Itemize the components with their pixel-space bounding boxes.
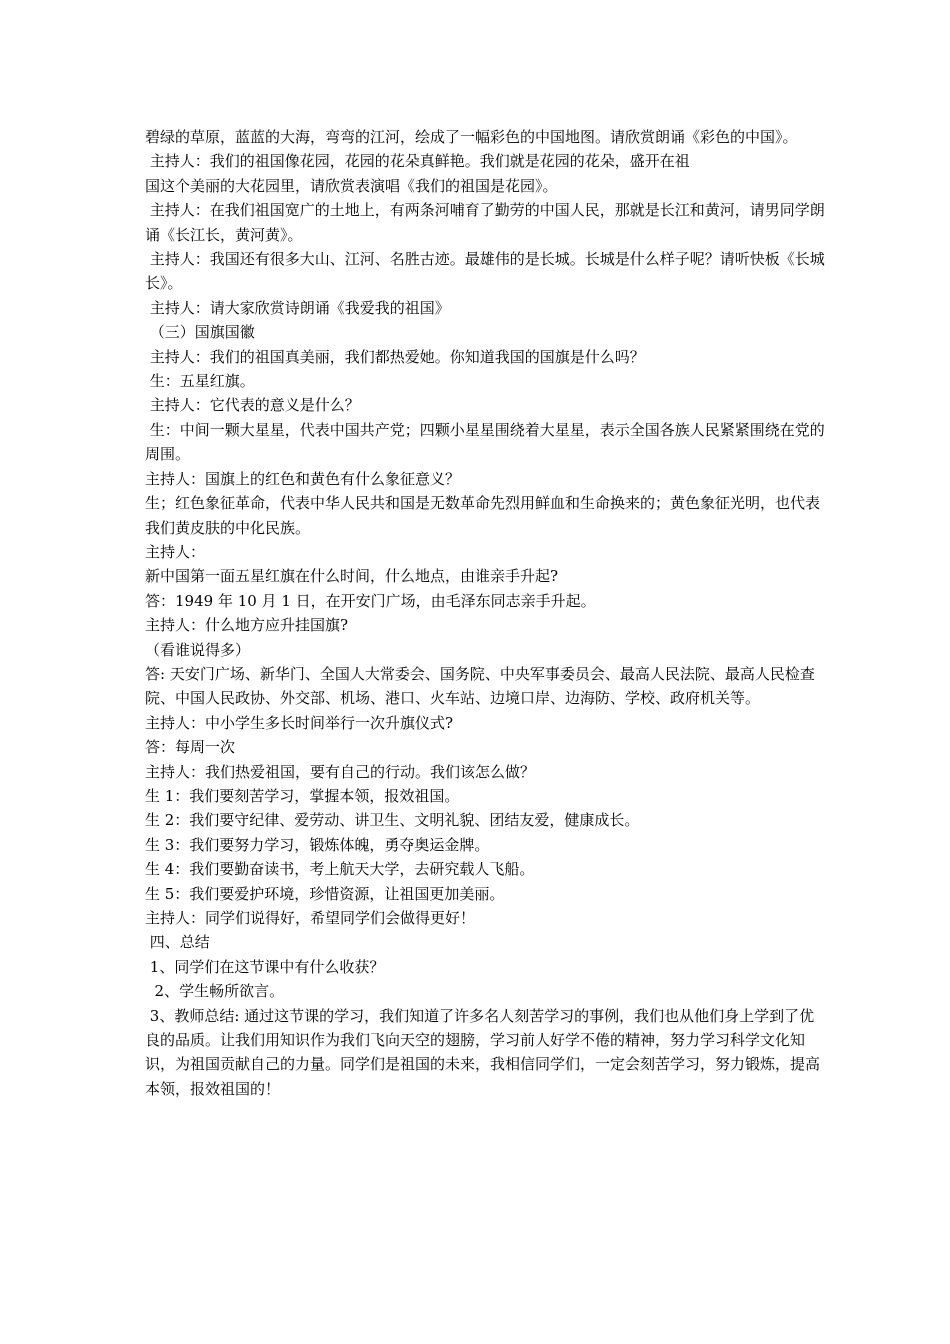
paragraph: 主持人：我们的祖国真美丽，我们都热爱她。你知道我国的国旗是什么吗？ — [145, 347, 645, 366]
paragraph: 碧绿的草原，蓝蓝的大海，弯弯的江河，绘成了一幅彩色的中国地图。请欣赏朗诵《彩色的中国》。 — [145, 128, 798, 146]
paragraph: 主持人： — [145, 542, 206, 561]
paragraph: 生：五星红旗。 — [145, 372, 255, 391]
paragraph: 生 5：我们要爱护环境，珍惜资源，让祖国更加美丽。 — [145, 884, 505, 903]
paragraph: 主持人：我国还有很多大山、江河、名胜古迹。最雄伟的是长城。长城是什么样子呢？请听快板《长城长》。 — [145, 250, 825, 293]
paragraph: 主持人：中小学生多长时间举行一次升旗仪式? — [145, 713, 454, 732]
paragraph: 生 3：我们要努力学习，锻炼体魄，勇夺奥运金牌。 — [145, 835, 490, 854]
paragraph: 答：1949 年 10 月 1 日，在开安门广场，由毛泽东同志亲手升起。 — [145, 591, 596, 610]
paragraph: 主持人：请大家欣赏诗朗诵《我爱我的祖国》 — [145, 298, 450, 317]
paragraph: 答: 天安门广场、新华门、全国人大常委会、国务院、中央军事委员会、最高人民法院、最高人民检查院、中国人民政协、外交部、机场、港口、火车站、边境口岸、边海防、学校、政府机关等。 — [145, 664, 815, 708]
section-heading: 四、总结 — [145, 933, 210, 952]
paragraph: 主持人：它代表的意义是什么？ — [145, 396, 360, 415]
paragraph: 主持人：我们的祖国像花园，花园的花朵真鲜艳。我们就是花园的花朵，盛开在祖 国这个美丽的大花园里，请欣赏表演唱《我们的祖国是花园》。 — [145, 152, 690, 195]
paragraph: 答：每周一次 — [145, 738, 236, 757]
paragraph: 3、教师总结: 通过这节课的学习，我们知道了许多名人刻苦学习的事例，我们也从他们身上学到了优良的品质。让我们用知识作为我们飞向天空的翅膀，学习前人好学不倦的精神，努力学习科学文化知识，为祖国贡献自己的力量。同学们是祖国的未来，我相信同学们，一定会刻苦学习，努力锻炼，提高本领，报效祖国的！ — [145, 1006, 821, 1098]
paragraph: 2、学生畅所欲言。 — [145, 982, 285, 1001]
paragraph: 主持人：国旗上的红色和黄色有什么象征意义？ — [145, 469, 461, 488]
paragraph: 新中国第一面五星红旗在什么时间，什么地点，由谁亲手升起? — [145, 567, 559, 586]
paragraph: 生：中间一颗大星星，代表中国共产党；四颗小星星围绕着大星星，表示全国各族人民紧紧围绕在党的周围。 — [145, 420, 825, 464]
paragraph: 生；红色象征革命，代表中华人民共和国是无数革命先烈用鲜血和生命换来的；黄色象征光明，也代表我们黄皮肤的中化民族。 — [145, 494, 821, 537]
paragraph: 主持人：什么地方应升挂国旗? — [145, 616, 349, 635]
document-body — [145, 125, 825, 1101]
section-heading: （三）国旗国徽 — [145, 323, 255, 342]
paragraph: 1、同学们在这节课中有什么收获？ — [145, 957, 385, 976]
paragraph: 主持人：在我们祖国宽广的土地上，有两条河哺育了勤劳的中国人民，那就是长江和黄河，请男同学朗诵《长江长，黄河黄》。 — [145, 201, 825, 244]
paragraph: 主持人：我们热爱祖国，要有自己的行动。我们该怎么做？ — [145, 762, 536, 781]
paragraph: 生 2：我们要守纪律、爱劳动、讲卫生、文明礼貌、团结友爱，健康成长。 — [145, 811, 640, 830]
paragraph: 主持人：同学们说得好，希望同学们会做得更好！ — [145, 909, 476, 927]
paragraph: （看谁说得多） — [145, 640, 251, 659]
paragraph: 生 4：我们要勤奋读书，考上航天大学，去研究载人飞船。 — [145, 860, 535, 879]
paragraph: 生 1：我们要刻苦学习，掌握本领，报效祖国。 — [145, 786, 460, 805]
